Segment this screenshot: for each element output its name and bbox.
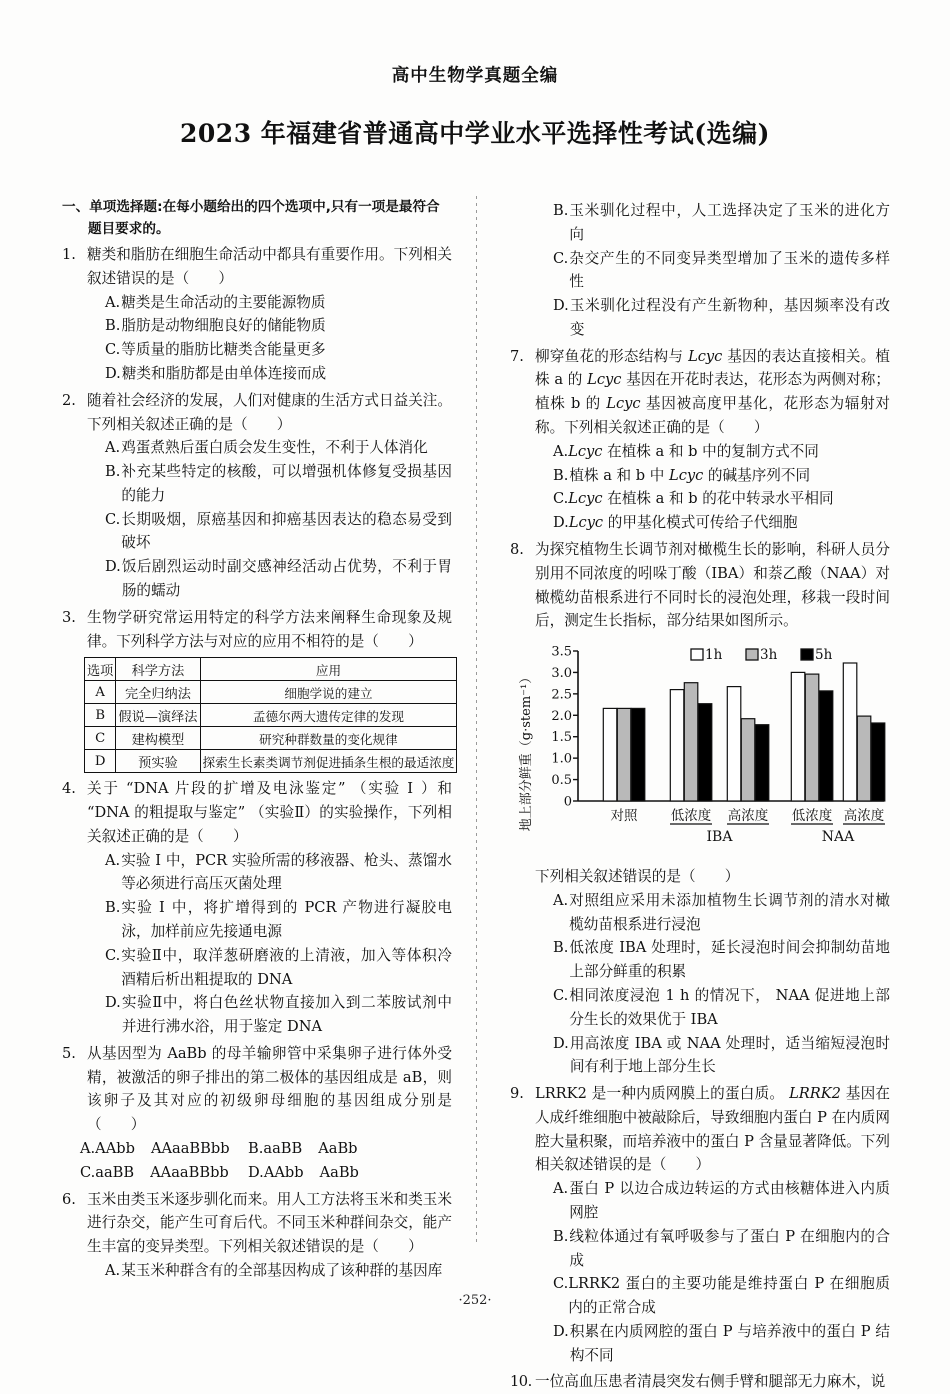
bar xyxy=(871,723,885,801)
option-a[interactable]: A. Lcyc 在植株 a 和 b 中的复制方式不同 xyxy=(553,442,819,460)
table-cell: 孟德尔两大遗传定律的发现 xyxy=(200,704,457,727)
bar xyxy=(791,672,805,801)
question-4 xyxy=(62,777,452,1039)
x-tick-label: 高浓度 xyxy=(727,808,769,825)
x-group-label: NAA xyxy=(821,829,855,846)
option-c[interactable]: C.aaBB AAaaBBbb xyxy=(80,1163,229,1181)
question-stem: LRRK2 是一种内质网膜上的蛋白质。 LRRK2 基因在人成纤维细胞中被敲除后，导致细胞内蛋白 P 在内质网腔大量积聚，而培养液中的蛋白 P 含量显著降低。下列相关叙述错误的是（ ） xyxy=(535,1085,891,1174)
column-divider xyxy=(466,196,486,1246)
option-b[interactable]: B. 植株 a 和 b 中 Lcyc 的碱基序列不同 xyxy=(553,466,811,484)
table-cell: B xyxy=(85,704,116,727)
bar xyxy=(755,725,769,801)
gene-name: Lcyc xyxy=(669,466,704,484)
y-tick-label: 1.0 xyxy=(551,751,572,767)
chart-legend xyxy=(691,647,833,663)
option-a[interactable]: A.AAbb AAaaBBbb xyxy=(80,1140,230,1158)
question-7 xyxy=(510,345,890,535)
table-cell: C xyxy=(85,727,116,750)
y-tick-label: 0.5 xyxy=(551,773,572,789)
option-d[interactable]: D. 饭后剧烈运动时副交感神经活动占优势，不利于胃肠的蠕动 xyxy=(105,558,452,599)
question-number: 10. xyxy=(510,1373,532,1391)
table-cell: 探索生长素类调节剂促进插条生根的最适浓度 xyxy=(200,750,457,773)
question-stem: 从基因型为 AaBb 的母羊输卵管中采集卵子进行体外受精，被激活的卵子排出的第二极体的基因组成是 aB，则该卵子及其对应的初级卵母细胞的基因组成分别是（ ） xyxy=(87,1044,452,1134)
y-tick-label: 3.0 xyxy=(551,665,572,681)
chart-bars xyxy=(603,663,885,801)
table-cell: A xyxy=(85,681,116,704)
question-number: 3. xyxy=(62,608,76,626)
option-d[interactable]: D. 积累在内质网腔的蛋白 P 与培养液中的蛋白 P 结构不同 xyxy=(553,1322,890,1364)
x-tick-labels xyxy=(611,807,886,824)
question-8-options xyxy=(510,865,890,1079)
option-a[interactable]: A. 某玉米种群含有的全部基因构成了该种群的基因库 xyxy=(105,1261,443,1279)
option-d[interactable]: D. 用高浓度 IBA 或 NAA 处理时，适当缩短浸泡时间有利于地上部分生长 xyxy=(553,1034,890,1076)
question-stem: 为探究植物生长调节剂对橄榄生长的影响，科研人员分别用不同浓度的吲哚丁酸（IBA）和萘乙酸（NAA）对橄榄幼苗根系进行不同时长的浸泡处理，移栽一段时间后，测定生长指标，部分结果如图所示。 xyxy=(535,540,890,630)
table-row xyxy=(85,681,457,704)
option-a[interactable]: A. 糖类是生命活动的主要能源物质 xyxy=(105,293,326,311)
legend-label: 1h xyxy=(705,647,723,664)
question-number: 6. xyxy=(62,1190,76,1208)
question-stem: 玉米由类玉米逐步驯化而来。用人工方法将玉米和类玉米进行杂交，能产生可育后代。不同玉米种群间杂交，能产生丰富的变异类型。下列相关叙述错误的是（ ） xyxy=(87,1190,452,1256)
bar xyxy=(805,674,819,801)
gene-name: Lcyc xyxy=(568,514,604,532)
bar xyxy=(857,716,871,801)
table-cell: 细胞学说的建立 xyxy=(200,681,457,704)
question-1 xyxy=(62,243,452,386)
option-c[interactable]: C. 长期吸烟，原癌基因和抑癌基因表达的稳态易受到破坏 xyxy=(105,510,452,552)
bar xyxy=(617,708,631,801)
x-tick-label: 低浓度 xyxy=(670,808,712,825)
question-6 xyxy=(62,1188,452,1283)
table-header-cell: 选项 xyxy=(85,658,116,681)
option-a[interactable]: A. 对照组应采用未添加植物生长调节剂的清水对橄榄幼苗根系进行浸泡 xyxy=(553,891,890,933)
legend-swatch xyxy=(801,649,813,660)
option-b[interactable]: B.aaBB AaBb xyxy=(248,1140,358,1158)
table-header-cell: 科学方法 xyxy=(116,658,200,681)
table-row xyxy=(85,727,457,750)
y-axis-label: 地上部分鲜重（g·stem⁻¹） xyxy=(519,670,534,832)
y-tick-label: 3.5 xyxy=(551,644,572,660)
option-d[interactable]: D. Lcyc 的甲基化模式可传给子代细胞 xyxy=(553,514,798,532)
legend-swatch xyxy=(691,649,703,660)
right-column xyxy=(486,196,891,1391)
option-a[interactable]: A. 鸡蛋煮熟后蛋白质会发生变性，不利于人体消化 xyxy=(105,439,428,457)
table-row xyxy=(85,750,457,773)
question-8 xyxy=(510,538,890,633)
question-stem: 一位高血压患者清晨突发右侧手臂和腿部无力麻木，说 xyxy=(535,1373,886,1391)
legend-label: 3h xyxy=(760,647,778,664)
option-b[interactable]: B. 实验 Ⅰ 中，将扩增得到的 PCR 产物进行凝胶电泳，加样前应先接通电源 xyxy=(105,899,452,940)
question-stem: 生物学研究常运用特定的科学方法来阐释生命现象及规律。下列科学方法与对应的应用不相符的是（ ） xyxy=(87,608,452,650)
table-cell: 研究种群数量的变化规律 xyxy=(200,727,457,750)
option-a[interactable]: A. 蛋白 P 以边合成边转运的方式由核糖体进入内质网腔 xyxy=(553,1180,890,1221)
science-method-table xyxy=(84,657,457,773)
bar xyxy=(819,691,833,801)
left-column xyxy=(62,196,466,1279)
x-tick-label: 高浓度 xyxy=(843,808,885,825)
option-b[interactable]: B. 玉米驯化过程中，人工选择决定了玉米的进化方向 xyxy=(553,202,890,243)
option-c[interactable]: C. Lcyc 在植株 a 和 b 的花中转录水平相同 xyxy=(553,490,834,508)
bar xyxy=(670,690,684,801)
question-number: 9. xyxy=(510,1085,524,1103)
option-d[interactable]: D. 实验Ⅱ中，将白色丝状物直接加入到二苯胺试剂中并进行沸水浴，用于鉴定 DNA xyxy=(105,994,452,1036)
question-number: 4. xyxy=(62,780,76,798)
chart-svg xyxy=(516,639,896,857)
option-c[interactable]: C. LRRK2 蛋白的主要功能是维持蛋白 P 在细胞质内的正常合成 xyxy=(553,1275,890,1317)
question-stem: 随着社会经济的发展，人们对健康的生活方式日益关注。下列相关叙述正确的是（ ） xyxy=(87,391,452,433)
section-heading-text: 单项选择题:在每小题给出的四个选项中,只有一项是最符合题目要求的。 xyxy=(88,199,440,238)
fresh-weight-bar-chart xyxy=(516,639,896,861)
question-number: 5. xyxy=(62,1044,76,1062)
question-number: 1. xyxy=(62,246,76,264)
table-cell: 完全归纳法 xyxy=(116,681,200,704)
option-c[interactable]: C. 相同浓度浸泡 1 h 的情况下， NAA 促进地上部分生长的效果优于 IBA xyxy=(553,986,890,1028)
page-footer: ·252· xyxy=(458,1293,492,1308)
gene-name: Lcyc xyxy=(688,347,723,365)
table-cell: 建构模型 xyxy=(116,727,200,750)
section-heading-lead: 一、 xyxy=(62,199,90,215)
question-stem: 柳穿鱼花的形态结构与 Lcyc 基因的表达直接相关。植株 a 的 Lcyc 基因在开花时表达，花形态为两侧对称；植株 b 的 Lcyc 基因被高度甲基化，花形态为辐射对称。下列相关叙述正确的是（ ） xyxy=(535,347,891,437)
bar xyxy=(631,708,645,801)
table-cell: D xyxy=(85,750,116,773)
question-post-stem: 下列相关叙述错误的是（ ） xyxy=(535,868,740,886)
bar xyxy=(843,663,857,801)
question-stem: 糖类和脂肪在细胞生命活动中都具有重要作用。下列相关叙述错误的是（ ） xyxy=(87,246,452,287)
question-number: 2. xyxy=(62,391,76,409)
table-cell: 假说—演绎法 xyxy=(116,704,200,727)
option-d[interactable]: D. 糖类和脂肪都是由单体连接而成 xyxy=(105,364,327,382)
option-d[interactable]: D. 玉米驯化过程没有产生新物种，基因频率没有改变 xyxy=(553,297,890,338)
option-b[interactable]: B. 补充某些特定的核酸，可以增强机体修复受损基因的能力 xyxy=(105,463,452,504)
running-head: 高中生物学真题全编 xyxy=(391,66,559,86)
answer-row-1 xyxy=(80,1137,452,1161)
question-stem: 关于 “DNA 片段的扩增及电泳鉴定” （实验 Ⅰ ）和 “DNA 的粗提取与鉴定” （实验Ⅱ）的实验操作，下列相关叙述正确的是（ ） xyxy=(87,780,452,845)
table-row xyxy=(85,704,457,727)
question-10 xyxy=(510,1370,890,1394)
option-b[interactable]: B. 低浓度 IBA 处理时，延长浸泡时间会抑制幼苗地上部分鲜重的积累 xyxy=(553,939,890,981)
option-c[interactable]: C. 实验Ⅱ中，取洋葱研磨液的上清液，加入等体积冷酒精后析出粗提取的 DNA xyxy=(105,946,452,988)
option-b[interactable]: B. 脂肪是动物细胞良好的储能物质 xyxy=(105,317,326,335)
gene-name: Lcyc xyxy=(606,395,641,413)
option-c[interactable]: C. 等质量的脂肪比糖类含能量更多 xyxy=(105,341,326,359)
table-cell: 预实验 xyxy=(116,750,200,773)
option-c[interactable]: C. 杂交产生的不同变异类型增加了玉米的遗传多样性 xyxy=(553,249,890,291)
x-tick-label: 低浓度 xyxy=(791,808,833,825)
y-tick-label: 0 xyxy=(563,794,572,810)
table-header-cell: 应用 xyxy=(200,658,457,681)
x-group-label: IBA xyxy=(706,829,733,846)
legend-swatch xyxy=(746,649,758,660)
page-title: 2023 年福建省普通高中学业水平选择性考试(选编) xyxy=(180,119,770,148)
gene-name: LRRK2 xyxy=(789,1085,841,1103)
gene-name: Lcyc xyxy=(568,442,603,460)
answer-row-2 xyxy=(80,1161,452,1185)
section-heading xyxy=(62,196,452,240)
y-tick-label: 1.5 xyxy=(551,730,572,746)
bar xyxy=(698,704,712,801)
x-group-labels xyxy=(707,829,856,845)
question-6-continued xyxy=(510,199,890,342)
bar xyxy=(727,687,741,801)
gene-name: Lcyc xyxy=(568,490,603,508)
y-tick-label: 2.5 xyxy=(551,687,572,703)
option-b[interactable]: B. 线粒体通过有氧呼吸参与了蛋白 P 在细胞内的合成 xyxy=(553,1227,890,1269)
gene-name: Lcyc xyxy=(587,371,622,389)
question-3 xyxy=(62,606,452,654)
bar xyxy=(684,683,698,801)
x-tick-label: 对照 xyxy=(610,808,638,825)
question-2 xyxy=(62,389,452,603)
question-9 xyxy=(510,1082,890,1367)
y-tick-label: 2.0 xyxy=(551,708,572,724)
bar xyxy=(603,708,617,801)
bar xyxy=(741,719,755,801)
table-header-row xyxy=(85,658,457,681)
question-number: 7. xyxy=(510,347,524,365)
question-number: 8. xyxy=(510,540,524,558)
option-d[interactable]: D.AAbb AaBb xyxy=(248,1163,359,1181)
legend-label: 5h xyxy=(815,647,833,664)
option-a[interactable]: A. 实验 Ⅰ 中，PCR 实验所需的移液器、枪头、蒸馏水等必须进行高压灭菌处理 xyxy=(105,851,452,893)
question-5 xyxy=(62,1042,452,1137)
